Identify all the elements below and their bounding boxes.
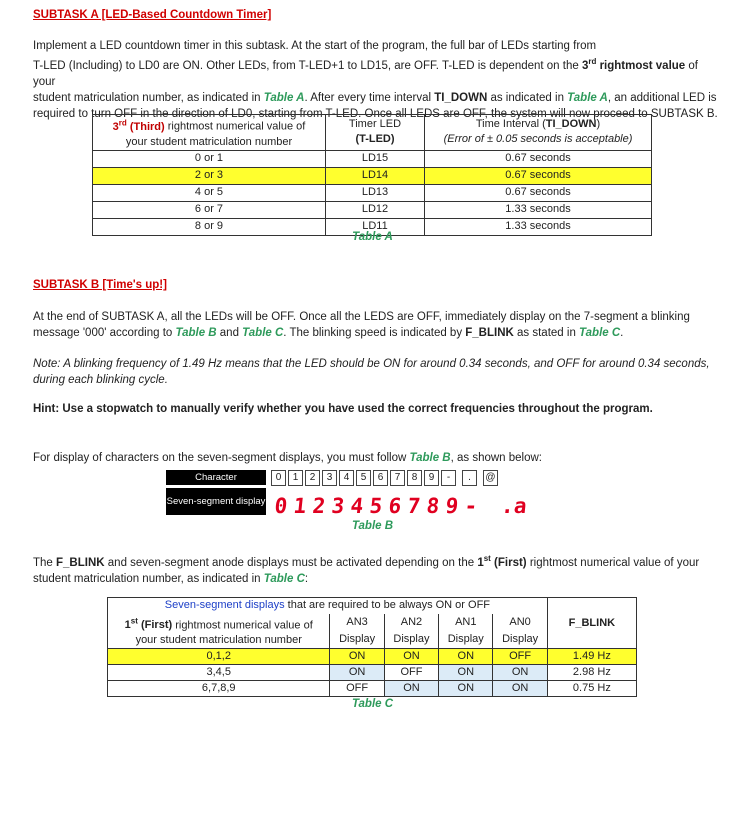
table-c-header-digit: 1st (First) rightmost numerical value of your student matriculation number [108,614,330,649]
segment-digit: 2 [311,494,327,518]
an-state: ON [493,681,547,697]
table-a [92,114,652,236]
segment-digit: 6 [387,494,403,518]
table-a-led: LD11 [326,218,425,235]
table-a-led: LD14 [326,167,425,184]
table-a-led: LD15 [326,150,425,167]
table-a-digits: 6 or 7 [93,201,326,218]
table-c-intro-line-2: student matriculation number, as indicated in Table C: [33,572,309,585]
an-state: ON [384,681,438,697]
table-a-led: LD13 [326,184,425,201]
an-state: OFF [384,665,438,681]
subtask-b-paragraph [33,309,723,341]
table-b-segment-row [272,491,529,517]
table-a-header-interval: Time Interval (TI_DOWN) (Error of ± 0.05 seconds is acceptable) [425,115,652,151]
subtask-a-line-3: student matriculation number, as indicated in Table A. After every time interval TI_DOWN as indicated in Table A, an additional LED is [33,91,717,104]
char-cell: 2 [305,470,320,486]
char-cell: 0 [271,470,286,486]
table-c-intro [33,551,723,587]
segment-digit: 8 [425,494,441,518]
table-c-digits: 6,7,8,9 [108,681,330,697]
table-c-fblink: 2.98 Hz [547,665,636,681]
an2-header: AN2 [384,614,438,631]
an-state: ON [439,665,493,681]
display-label: Display [439,631,493,649]
table-c-intro-line-1: The F_BLINK and seven-segment anode displays must be activated depending on the 1st (First) rightmost numerical value of your [33,554,700,569]
segment-digit: 7 [406,494,422,518]
table-a-caption: Table A [352,231,393,243]
table-a-digits: 4 or 5 [93,184,326,201]
table-a-interval: 1.33 seconds [425,218,652,235]
table-a-header-led: Timer LED (T-LED) [326,115,425,151]
table-row [108,681,637,697]
char-cell: . [462,470,477,486]
char-cell: - [441,470,456,486]
table-c-fblink: 1.49 Hz [547,649,636,665]
table-b-character-row [271,470,500,486]
table-c-digits: 3,4,5 [108,665,330,681]
table-row [93,201,652,218]
display-label: Display [384,631,438,649]
char-cell: 4 [339,470,354,486]
table-a-digits: 0 or 1 [93,150,326,167]
char-cell: 9 [424,470,439,486]
table-b-segment-label: Seven-segment display [166,488,266,515]
table-row [93,150,652,167]
an-state: ON [384,649,438,665]
table-a-digits: 2 or 3 [93,167,326,184]
an-state: ON [493,665,547,681]
subtask-a-heading: SUBTASK A [LED-Based Countdown Timer] [33,9,272,21]
subtask-a-paragraph [33,38,723,122]
an-state: ON [330,649,384,665]
char-cell: @ [483,470,498,486]
table-row [93,184,652,201]
table-a-led: LD12 [326,201,425,218]
an-state: ON [439,681,493,697]
table-a-digits: 8 or 9 [93,218,326,235]
segment-digit: .a [500,494,528,518]
char-cell: 6 [373,470,388,486]
an1-header: AN1 [439,614,493,631]
table-c-digits: 0,1,2 [108,649,330,665]
char-cell: 1 [288,470,303,486]
table-b-character-label: Character [166,470,266,485]
an0-header: AN0 [493,614,547,631]
table-c-caption: Table C [351,698,394,710]
char-cell: 5 [356,470,371,486]
an-state: OFF [330,681,384,697]
subtask-a-line-1: Implement a LED countdown timer in this subtask. At the start of the program, the full bar of LEDs starting from [33,40,597,52]
char-cell: 3 [322,470,337,486]
table-a-header-digit: 3rd (Third) rightmost numerical value of your student matriculation number [93,115,326,151]
an3-header: AN3 [330,614,384,631]
segment-digit: 9 [444,494,460,518]
segment-digit: 1 [292,494,308,518]
table-a-interval: 1.33 seconds [425,201,652,218]
subtask-b-line-2: message '000' according to Table B and Table C. The blinking speed is indicated by F_BLINK as stated in Table C. [33,327,624,339]
subtask-b-line-1: At the end of SUBTASK A, all the LEDs will be OFF. Once all the LEDS are OFF, immediately display on the 7-segment a blinking [33,311,690,323]
display-label: Display [330,631,384,649]
table-row [93,167,652,184]
table-c-fblink: 0.75 Hz [547,681,636,697]
segment-digit: 5 [368,494,384,518]
table-a-interval: 0.67 seconds [425,150,652,167]
table-c [107,597,637,697]
char-cell: 7 [390,470,405,486]
hint-text: Hint: Use a stopwatch to manually verify whether you have used the correct frequencies throughout the program. [33,403,653,415]
blink-note [33,356,723,388]
table-row [108,665,637,681]
subtask-a-line-2: T-LED (Including) to LD0 are ON. Other LEDs, from T-LED+1 to LD15, are OFF. T-LED is dependent on the 3rd rightmost value of your [33,57,698,88]
table-a-interval: 0.67 seconds [425,184,652,201]
table-row [108,649,637,665]
segment-digit [480,491,500,513]
subtask-a-line-4: required to turn OFF in the direction of LD0, starting from T-LED. Once all LEDS are OFF, the system will now proceed to SUBTASK B. [33,107,718,120]
table-a-interval: 0.67 seconds [425,167,652,184]
segment-digit: 4 [349,494,365,518]
display-intro: For display of characters on the seven-segment displays, you must follow Table B, as shown below: [33,452,543,464]
segment-digit: 0 [273,494,289,518]
segment-digit: - [463,494,479,518]
an-state: OFF [493,649,547,665]
blink-note-line-1: Note: A blinking frequency of 1.49 Hz means that the LED should be ON for around 0.34 seconds, and OFF for around 0.34 seconds, [33,358,710,370]
blink-note-line-2: during each blinking cycle. [33,374,168,386]
display-label: Display [493,631,547,649]
table-b-caption: Table B [351,520,394,532]
an-state: ON [330,665,384,681]
char-cell: 8 [407,470,422,486]
table-c-fblink-header: F_BLINK [547,598,636,649]
subtask-b-heading: SUBTASK B [Time's up!] [33,279,167,291]
an-state: ON [439,649,493,665]
table-c-top-header: Seven-segment displays that are required to be always ON or OFF [108,598,548,614]
segment-digit: 3 [330,494,346,518]
